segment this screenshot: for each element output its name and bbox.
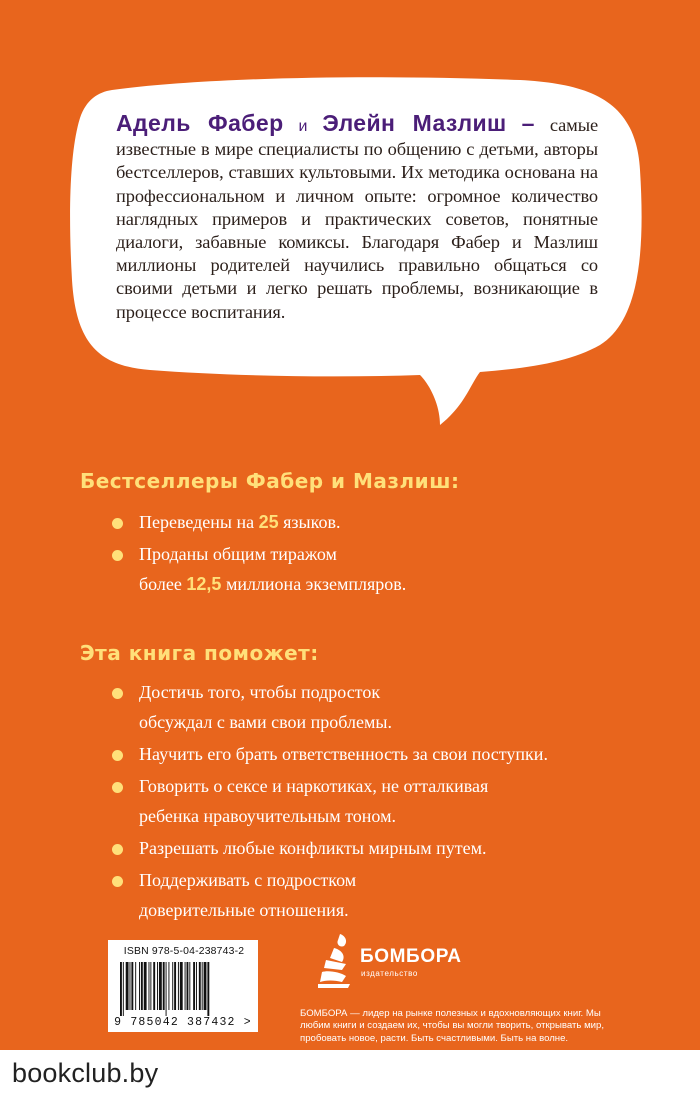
barcode-bar — [131, 962, 133, 1010]
bubble-text — [116, 112, 598, 324]
bullet-dot — [112, 550, 123, 561]
barcode-bar — [180, 962, 183, 1010]
barcode-bar — [202, 962, 203, 1010]
bullet-dot — [112, 876, 123, 887]
bestsellers-heading: Бестселлеры Фабер и Мазлиш: — [80, 469, 460, 493]
list-item — [112, 865, 672, 925]
watermark-bar — [0, 1050, 700, 1101]
barcode-bar — [120, 962, 122, 1016]
barcode-bar — [193, 962, 195, 1010]
barcode-bar — [163, 962, 165, 1010]
barcode-bar — [185, 962, 186, 1010]
barcode-bar — [178, 962, 179, 1010]
barcode-bar — [174, 962, 176, 1010]
author-mazlish: Элейн Мазлиш — [322, 110, 507, 136]
barcode-bar — [130, 962, 131, 1010]
barcode-bar — [204, 962, 207, 1010]
item-number: 25 — [258, 512, 279, 532]
barcode-bars — [118, 962, 250, 1016]
list-item — [112, 771, 672, 831]
bullet-dot — [112, 688, 123, 699]
bestsellers-list — [112, 507, 672, 601]
barcode-bar — [168, 962, 169, 1010]
item-text: Достичь того, чтобы подросток — [139, 682, 381, 702]
barcode-bar — [199, 962, 201, 1010]
item-number: 12,5 — [186, 574, 222, 594]
barcode-bar — [141, 962, 143, 1010]
helps-heading: Эта книга поможет: — [80, 641, 319, 665]
barcode-bar — [166, 962, 167, 1016]
publisher-subtitle: издательство — [361, 969, 418, 978]
bullet-dot — [112, 844, 123, 855]
barcode-bar — [123, 962, 124, 1016]
watermark-text: bookclub.by — [12, 1058, 159, 1088]
author-faber: Адель Фабер — [116, 110, 284, 136]
item-text: ребенка нравоучительным тоном. — [139, 806, 396, 826]
bombora-logo-icon — [316, 930, 356, 990]
conjunction: и — [298, 118, 308, 135]
barcode-bar — [159, 962, 162, 1010]
barcode-bar — [144, 962, 147, 1010]
bubble-description: самые известные в мире специалисты по общению с детьми, авторы бестселлеров, ставших культовыми. Их методика основана на профессиональном и личном опыте: огромное количество наглядных примеров и практических советов, понятные диалоги, забавные комиксы. Благодаря Фабер и Мазлиш миллионы родителей научились правильно общаться со своими детьми и легко решать проблемы, возникающие в процессе воспитания. — [116, 115, 599, 322]
barcode-bar — [157, 962, 158, 1010]
barcode-bar — [150, 962, 151, 1010]
list-item — [112, 677, 672, 737]
bullet-dot — [112, 518, 123, 529]
barcode-bar — [139, 962, 140, 1010]
barcode-box — [108, 940, 258, 1032]
list-item — [112, 539, 672, 599]
helps-list — [112, 677, 672, 927]
item-text: Разрешать любые конфликты мирным путем. — [139, 838, 487, 858]
item-text: доверительные отношения. — [139, 900, 349, 920]
item-text: Поддерживать с подростком — [139, 870, 357, 890]
barcode-digits: 9 785042 387432 > — [114, 1016, 252, 1029]
item-text: Говорить о сексе и наркотиках, не отталкивая — [139, 776, 489, 796]
bullet-dot — [112, 782, 123, 793]
barcode-bar — [153, 962, 155, 1010]
list-item — [112, 507, 672, 537]
item-text: Проданы общим тиражом — [139, 544, 337, 564]
item-text: Переведены на — [139, 512, 259, 532]
barcode-bar — [149, 962, 150, 1010]
item-text: языков. — [278, 512, 341, 532]
item-text: более — [139, 574, 187, 594]
list-item — [112, 739, 672, 769]
barcode-bar — [189, 962, 190, 1010]
publisher-name: БОМБОРА — [360, 946, 462, 967]
barcode-bar — [135, 962, 136, 1010]
item-text: обсуждал с вами свои проблемы. — [139, 712, 392, 732]
barcode-bar — [172, 962, 173, 1010]
item-text: миллиона экземпляров. — [221, 574, 407, 594]
barcode-bar — [187, 962, 189, 1010]
barcode-bar — [196, 962, 197, 1010]
item-text: Научить его брать ответственность за свои поступки. — [139, 744, 548, 764]
publisher-description: БОМБОРА — лидер на рынке полезных и вдохновляющих книг. Мы любим книги и создаем их, чтобы вы могли творить, открывать мир, пробовать новое, расти. Быть счастливыми. Быть на волне. — [300, 1008, 605, 1044]
isbn-number: ISBN 978-5-04-238743-2 — [123, 946, 245, 957]
bullet-dot — [112, 750, 123, 761]
author-dash: – — [521, 110, 535, 136]
barcode-bar — [126, 962, 129, 1010]
barcode-bar — [207, 962, 209, 1016]
list-item — [112, 833, 672, 863]
